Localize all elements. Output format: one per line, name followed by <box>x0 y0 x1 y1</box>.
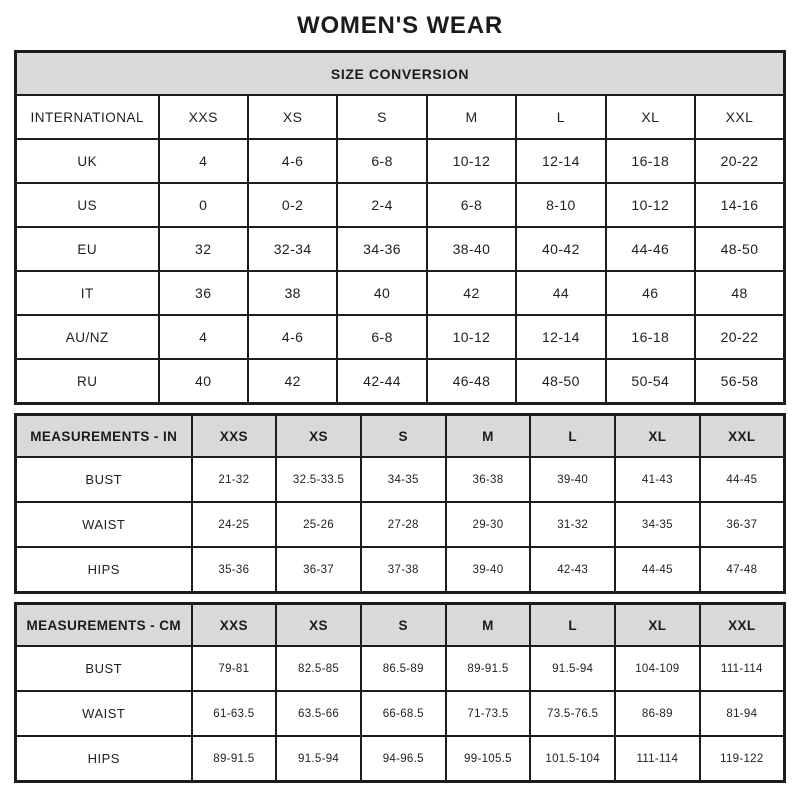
size-value-cell: 56-58 <box>695 359 784 404</box>
size-value-cell: 44-46 <box>606 227 695 271</box>
size-value-cell: 111-114 <box>700 646 785 691</box>
size-value-cell: 40-42 <box>516 227 605 271</box>
size-value-cell: 61-63.5 <box>192 691 277 736</box>
size-value-cell: 6-8 <box>337 315 426 359</box>
size-value-cell: 91.5-94 <box>530 646 615 691</box>
size-value-cell: 71-73.5 <box>446 691 531 736</box>
size-value-cell: 21-32 <box>192 457 277 502</box>
size-value-cell: 36-38 <box>446 457 531 502</box>
size-value-cell: 40 <box>159 359 248 404</box>
size-value-cell: 2-4 <box>337 183 426 227</box>
size-value-cell: 38 <box>248 271 337 315</box>
size-value-cell: 34-36 <box>337 227 426 271</box>
size-value-cell: 6-8 <box>337 139 426 183</box>
size-value-cell: 82.5-85 <box>276 646 361 691</box>
size-value-cell: 10-12 <box>427 139 516 183</box>
size-value-cell: XL <box>606 95 695 139</box>
size-value-cell: XS <box>248 95 337 139</box>
size-value-cell: 20-22 <box>695 139 784 183</box>
size-value-cell: 86-89 <box>615 691 700 736</box>
size-value-cell: 41-43 <box>615 457 700 502</box>
size-column-header: XXS <box>192 415 277 458</box>
size-column-header: XL <box>615 415 700 458</box>
row-label: BUST <box>16 457 192 502</box>
table-row <box>16 547 785 593</box>
size-value-cell: 46 <box>606 271 695 315</box>
size-value-cell: 101.5-104 <box>530 736 615 782</box>
row-label: BUST <box>16 646 192 691</box>
size-value-cell: 38-40 <box>427 227 516 271</box>
size-column-header: S <box>361 415 446 458</box>
table-row <box>16 183 785 227</box>
size-value-cell: 32 <box>159 227 248 271</box>
measurements-in-table <box>14 413 786 594</box>
row-label: EU <box>16 227 159 271</box>
row-label: RU <box>16 359 159 404</box>
size-value-cell: 48-50 <box>516 359 605 404</box>
size-value-cell: 42 <box>248 359 337 404</box>
size-value-cell: M <box>427 95 516 139</box>
size-value-cell: 119-122 <box>700 736 785 782</box>
measurements-cm-table <box>14 602 786 783</box>
size-value-cell: 79-81 <box>192 646 277 691</box>
size-column-header: S <box>361 604 446 647</box>
size-value-cell: 4-6 <box>248 139 337 183</box>
table-row <box>16 271 785 315</box>
size-value-cell: 4-6 <box>248 315 337 359</box>
size-value-cell: 0-2 <box>248 183 337 227</box>
size-value-cell: 44-45 <box>615 547 700 593</box>
size-value-cell: 12-14 <box>516 315 605 359</box>
table-row <box>16 359 785 404</box>
size-value-cell: 42-43 <box>530 547 615 593</box>
row-label: AU/NZ <box>16 315 159 359</box>
size-value-cell: 89-91.5 <box>446 646 531 691</box>
size-value-cell: 73.5-76.5 <box>530 691 615 736</box>
size-column-header: XS <box>276 604 361 647</box>
size-value-cell: 10-12 <box>427 315 516 359</box>
table-row <box>16 457 785 502</box>
size-value-cell: 39-40 <box>446 547 531 593</box>
size-value-cell: 34-35 <box>361 457 446 502</box>
size-value-cell: 27-28 <box>361 502 446 547</box>
size-value-cell: 111-114 <box>615 736 700 782</box>
size-value-cell: 66-68.5 <box>361 691 446 736</box>
row-label: US <box>16 183 159 227</box>
size-value-cell: 86.5-89 <box>361 646 446 691</box>
size-value-cell: 12-14 <box>516 139 605 183</box>
size-value-cell: 89-91.5 <box>192 736 277 782</box>
size-value-cell: 4 <box>159 139 248 183</box>
table-row <box>16 736 785 782</box>
size-value-cell: 16-18 <box>606 139 695 183</box>
size-value-cell: 44-45 <box>700 457 785 502</box>
size-value-cell: 99-105.5 <box>446 736 531 782</box>
size-column-header: XXS <box>192 604 277 647</box>
size-value-cell: 91.5-94 <box>276 736 361 782</box>
row-label: WAIST <box>16 502 192 547</box>
size-value-cell: 48-50 <box>695 227 784 271</box>
size-column-header: XL <box>615 604 700 647</box>
size-value-cell: 50-54 <box>606 359 695 404</box>
page-title: WOMEN'S WEAR <box>297 12 503 39</box>
size-value-cell: 6-8 <box>427 183 516 227</box>
size-value-cell: 81-94 <box>700 691 785 736</box>
size-value-cell: 39-40 <box>530 457 615 502</box>
table-row <box>16 502 785 547</box>
size-value-cell: 44 <box>516 271 605 315</box>
size-column-header: M <box>446 604 531 647</box>
table-header-row <box>16 52 785 96</box>
row-label: HIPS <box>16 547 192 593</box>
size-value-cell: 24-25 <box>192 502 277 547</box>
size-value-cell: 32.5-33.5 <box>276 457 361 502</box>
size-value-cell: 4 <box>159 315 248 359</box>
size-value-cell: 36 <box>159 271 248 315</box>
size-value-cell: XXS <box>159 95 248 139</box>
size-value-cell: 36-37 <box>700 502 785 547</box>
size-conversion-header: SIZE CONVERSION <box>16 52 785 96</box>
size-value-cell: 40 <box>337 271 426 315</box>
size-value-cell: 47-48 <box>700 547 785 593</box>
size-value-cell: 37-38 <box>361 547 446 593</box>
size-value-cell: XXL <box>695 95 784 139</box>
size-column-header: L <box>530 415 615 458</box>
measurements-header-label: MEASUREMENTS - IN <box>16 415 192 458</box>
size-value-cell: 94-96.5 <box>361 736 446 782</box>
size-value-cell: 10-12 <box>606 183 695 227</box>
row-label: WAIST <box>16 691 192 736</box>
size-value-cell: 42-44 <box>337 359 426 404</box>
size-value-cell: 29-30 <box>446 502 531 547</box>
size-value-cell: 20-22 <box>695 315 784 359</box>
row-label: IT <box>16 271 159 315</box>
table-row <box>16 139 785 183</box>
size-value-cell: 35-36 <box>192 547 277 593</box>
table-row <box>16 646 785 691</box>
size-column-header: XS <box>276 415 361 458</box>
size-value-cell: L <box>516 95 605 139</box>
size-value-cell: 36-37 <box>276 547 361 593</box>
size-value-cell: 31-32 <box>530 502 615 547</box>
row-label: UK <box>16 139 159 183</box>
size-value-cell: 25-26 <box>276 502 361 547</box>
size-value-cell: 46-48 <box>427 359 516 404</box>
table-row <box>16 95 785 139</box>
table-header-row <box>16 604 785 647</box>
table-header-row <box>16 415 785 458</box>
size-value-cell: 34-35 <box>615 502 700 547</box>
measurements-header-label: MEASUREMENTS - CM <box>16 604 192 647</box>
size-value-cell: 48 <box>695 271 784 315</box>
size-value-cell: 42 <box>427 271 516 315</box>
size-column-header: XXL <box>700 604 785 647</box>
size-value-cell: 63.5-66 <box>276 691 361 736</box>
row-label: INTERNATIONAL <box>16 95 159 139</box>
size-value-cell: S <box>337 95 426 139</box>
size-value-cell: 104-109 <box>615 646 700 691</box>
table-row <box>16 691 785 736</box>
row-label: HIPS <box>16 736 192 782</box>
size-conversion-table <box>14 50 786 405</box>
size-value-cell: 8-10 <box>516 183 605 227</box>
size-column-header: L <box>530 604 615 647</box>
size-value-cell: 0 <box>159 183 248 227</box>
table-row <box>16 227 785 271</box>
size-column-header: XXL <box>700 415 785 458</box>
size-value-cell: 32-34 <box>248 227 337 271</box>
size-value-cell: 14-16 <box>695 183 784 227</box>
size-column-header: M <box>446 415 531 458</box>
size-value-cell: 16-18 <box>606 315 695 359</box>
table-row <box>16 315 785 359</box>
